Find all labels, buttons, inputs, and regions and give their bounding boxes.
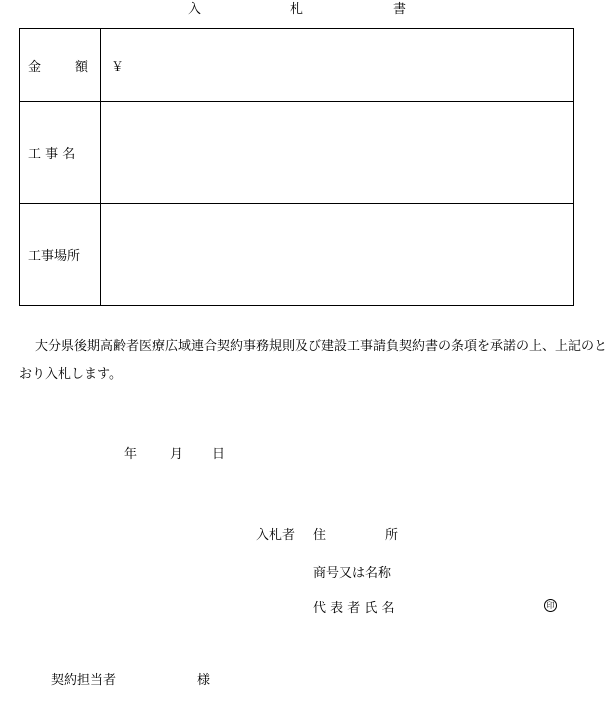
contract-officer-label: 契約担当者 (51, 673, 117, 688)
date-day: 日 (212, 447, 226, 462)
work-name-row (20, 102, 574, 204)
address-label-char-2: 所 (385, 528, 399, 543)
work-place-label: 工事場所 (20, 204, 101, 306)
amount-field[interactable] (101, 29, 574, 102)
title-char-2: 札 (290, 2, 304, 17)
work-place-field[interactable] (101, 204, 574, 306)
honorific-sama: 様 (197, 673, 211, 688)
work-name-label: 工 事 名 (20, 102, 101, 204)
amount-row (20, 29, 574, 102)
work-name-field[interactable] (101, 102, 574, 204)
document-title (0, 0, 607, 16)
amount-label-char-2: 額 (74, 59, 88, 75)
representative-label: 代 表 者 氏 名 (313, 601, 395, 616)
bidder-label: 入札者 (256, 528, 296, 543)
amount-label (20, 29, 101, 102)
seal-mark (544, 597, 557, 612)
terms-paragraph: 大分県後期高齢者医療広域連合契約事務規則及び建設工事請負契約書の条項を承諾の上、上記のとおり入札します。 (19, 339, 607, 382)
seal-char: 印 (544, 599, 557, 612)
title-char-3: 書 (393, 2, 407, 17)
trade-name-label: 商号又は名称 (313, 566, 392, 581)
bid-form-table (19, 28, 574, 306)
title-char-1: 入 (188, 2, 202, 17)
yen-sign: ￥ (111, 59, 125, 75)
amount-label-char-1: 金 (28, 59, 42, 75)
work-place-row (20, 204, 574, 306)
date-year: 年 (124, 447, 138, 462)
address-label-char-1: 住 (313, 528, 327, 543)
date-month: 月 (170, 447, 184, 462)
